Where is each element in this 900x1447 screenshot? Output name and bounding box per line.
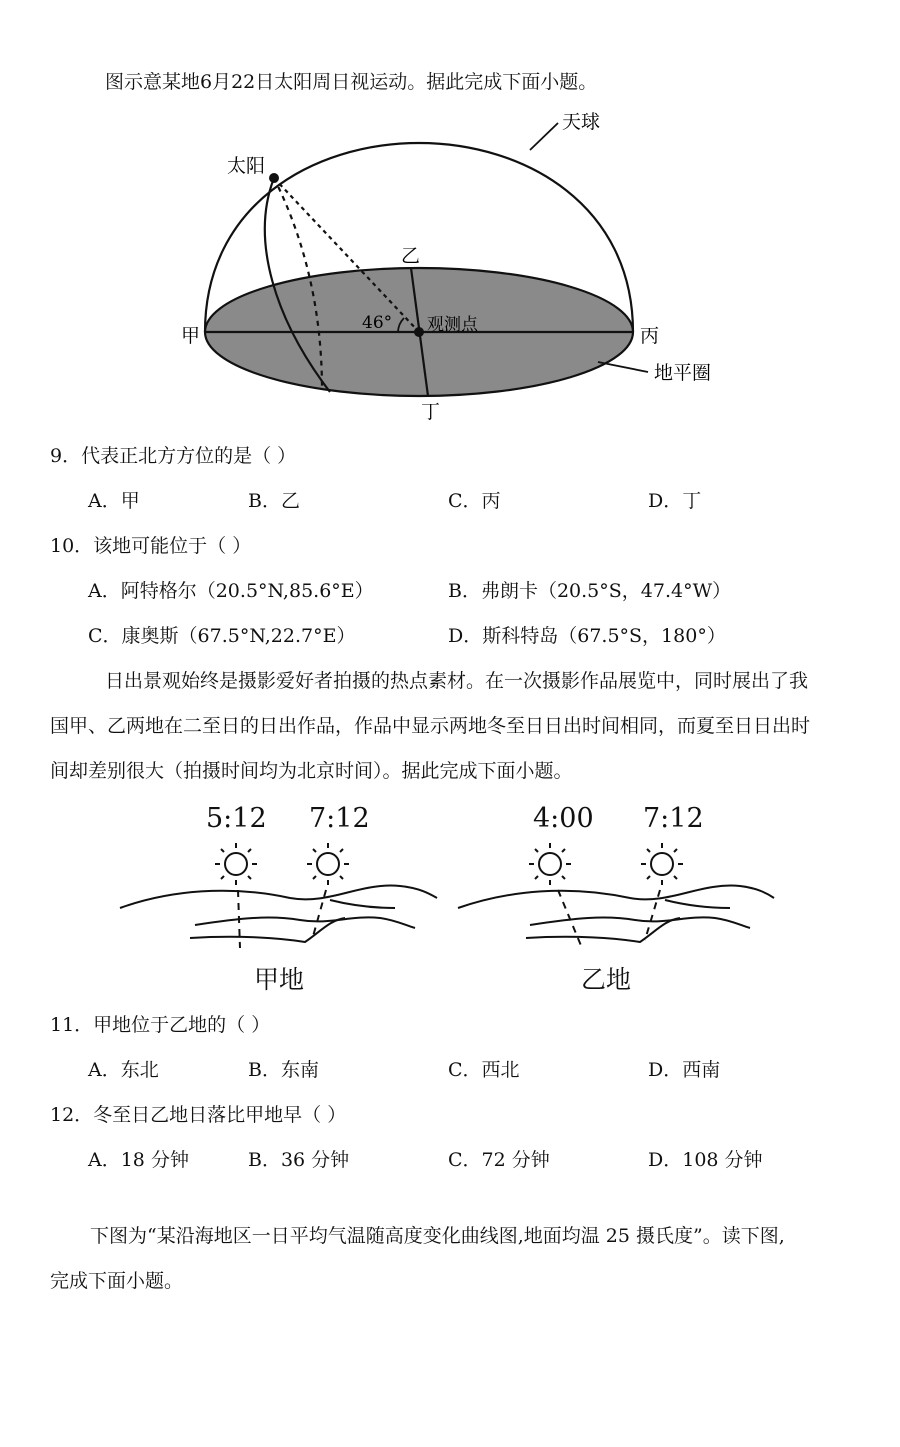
question-12-option-c[interactable]: C．72 分钟 — [448, 1149, 550, 1171]
question-9-stem: 9．代表正北方方位的是（ ） — [50, 445, 297, 467]
jia-name: 甲地 — [254, 965, 305, 994]
horizon-label: 地平圈 — [654, 362, 712, 384]
question-10-stem: 10．该地可能位于（ ） — [50, 535, 252, 557]
sunrise-diagram — [0, 790, 900, 1030]
observer-label: 观测点 — [427, 315, 478, 335]
intro-text-2-line-1: 日出景观始终是摄影爱好者拍摄的热点素材。在一次摄影作品展览中，同时展出了我 — [105, 670, 809, 692]
yi-name: 乙地 — [581, 965, 632, 994]
sky-leader-line — [530, 123, 558, 150]
question-11-option-a[interactable]: A．东北 — [88, 1059, 159, 1081]
question-11-option-c[interactable]: C．西北 — [448, 1059, 520, 1081]
north-label: 乙 — [401, 245, 421, 267]
question-11-option-d[interactable]: D．西南 — [648, 1059, 721, 1081]
east-label: 丙 — [640, 325, 660, 347]
question-11-option-b[interactable]: B．东南 — [248, 1059, 319, 1081]
question-12-option-d[interactable]: D．108 分钟 — [648, 1149, 763, 1171]
celestial-sphere-diagram — [0, 0, 900, 440]
question-10-option-d[interactable]: D．斯科特岛（67.5°S，180°） — [448, 625, 726, 647]
sun-label: 太阳 — [227, 155, 266, 177]
question-9-option-d[interactable]: D．丁 — [648, 490, 702, 512]
question-9-option-b[interactable]: B．乙 — [248, 490, 300, 512]
sun-icon — [529, 843, 571, 885]
angle-label: 46° — [362, 313, 393, 333]
jia-time-1: 5:12 — [206, 803, 267, 834]
yi-time-1: 4:00 — [533, 803, 594, 834]
sunrise-yi — [458, 803, 774, 994]
question-12-stem: 12．冬至日乙地日落比甲地早（ ） — [50, 1104, 347, 1126]
question-10-option-a[interactable]: A．阿特格尔（20.5°N,85.6°E） — [88, 580, 374, 602]
sun-icon — [215, 843, 257, 885]
question-12-option-b[interactable]: B．36 分钟 — [248, 1149, 350, 1171]
west-label: 甲 — [181, 325, 201, 347]
yi-time-2: 7:12 — [643, 803, 704, 834]
sun-icon — [307, 843, 349, 885]
question-10-option-b[interactable]: B．弗朗卡（20.5°S，47.4°W） — [448, 580, 732, 602]
intro-text-3-line-1: 下图为“某沿海地区一日平均气温随高度变化曲线图,地面均温 25 摄氏度”。读下图, — [90, 1225, 785, 1247]
sky-label: 天球 — [562, 111, 601, 133]
question-12-option-a[interactable]: A．18 分钟 — [88, 1149, 189, 1171]
jia-time-2: 7:12 — [309, 803, 370, 834]
intro-text-2-line-2: 国甲、乙两地在二至日的日出作品，作品中显示两地冬至日日出时间相同，而夏至日日出时 — [50, 715, 811, 737]
south-label: 丁 — [421, 401, 441, 423]
question-9-option-c[interactable]: C．丙 — [448, 490, 501, 512]
question-10-option-c[interactable]: C．康奥斯（67.5°N,22.7°E） — [88, 625, 356, 647]
sun-icon — [641, 843, 683, 885]
sun-point — [269, 173, 279, 183]
question-9-option-a[interactable]: A．甲 — [88, 490, 140, 512]
sunrise-jia — [120, 803, 437, 994]
intro-text-2-line-3: 间却差别很大（拍摄时间均为北京时间）。据此完成下面小题。 — [50, 760, 573, 782]
intro-text-3-line-2: 完成下面小题。 — [50, 1270, 184, 1292]
intro-text-1: 图示意某地6月22日太阳周日视运动。据此完成下面小题。 — [105, 71, 598, 93]
observer-point — [414, 327, 424, 337]
horizon-leader-line — [598, 362, 648, 372]
question-11-stem: 11．甲地位于乙地的（ ） — [50, 1014, 271, 1036]
